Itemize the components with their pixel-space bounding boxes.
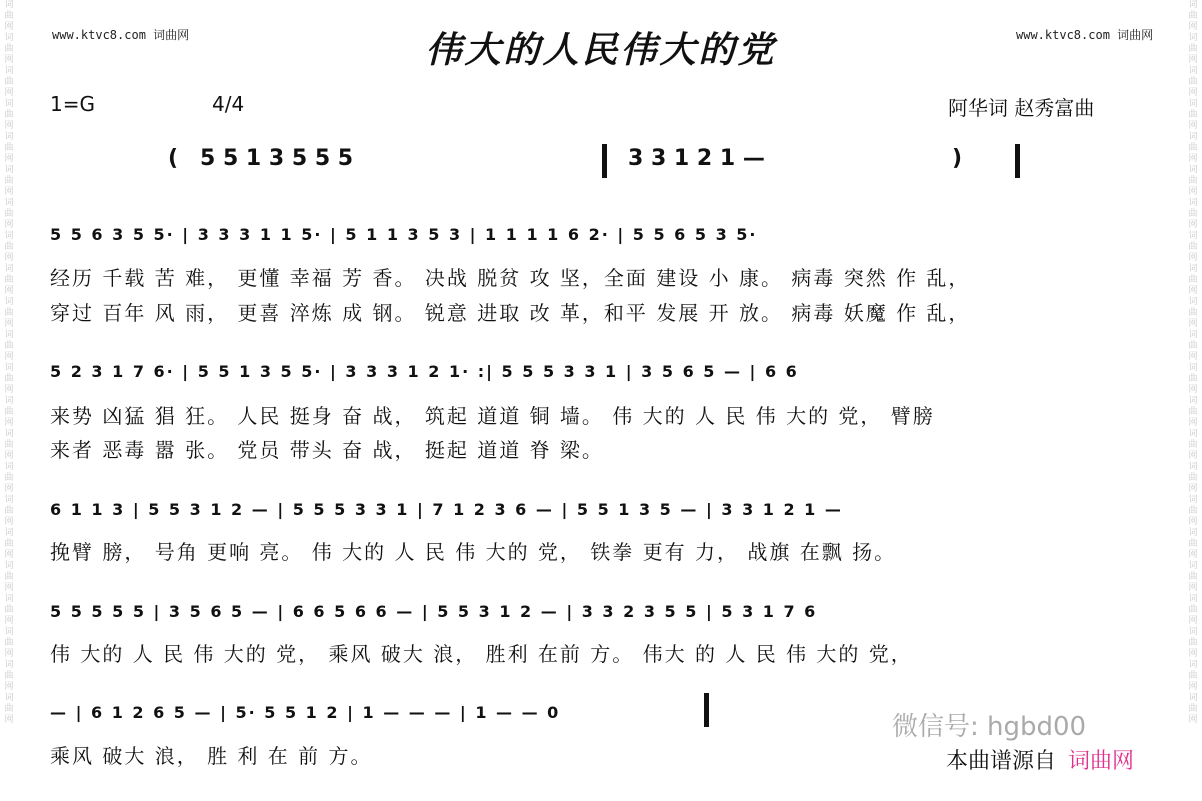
source-site-link[interactable]: 词曲网 (1068, 749, 1135, 774)
song-title: 伟大的人民伟大的党 (425, 29, 777, 71)
notation-notes: 5 2 3 1 7 6· | 5 5 1 3 5 5· | 3 3 3 1 2 1· :| 5 5 5 3 3 1 | 3 5 6 5 — | 6 6 (50, 362, 799, 381)
site-link-right[interactable]: www.ktvc8.com 词曲网 (1016, 28, 1154, 42)
notation-notes: — | 6 1 2 6 5 — | 5· 5 5 1 2 | 1 — — — | 1 — — 0 (50, 703, 561, 722)
final-barline (704, 693, 709, 727)
lyrics-row-3: 挽臂 膀， 号角 更响 亮。 伟 大的 人 民 伟 大的 党， 铁拳 更有 力， 战旗 在飘 扬。 (50, 540, 897, 564)
notation-row-3 (50, 490, 1130, 530)
site-link-left[interactable]: www.ktvc8.com 词曲网 (52, 28, 190, 42)
intro-measure-2: 3 3 1 2 1 — (628, 146, 765, 171)
lyrics-row-2-verse-1: 来势 凶猛 猖 狂。 人民 挺身 奋 战， 筑起 道道 铜 墙。 伟 大的 人 民 伟 大的 党， 臂膀 (50, 404, 935, 428)
lyrics-row-1-verse-1: 经历 千载 苦 难， 更懂 幸福 芳 香。 决战 脱贫 攻 坚，全面 建设 小 康。 病毒 突然 作 乱， (50, 266, 971, 290)
intro-end-barline (1015, 144, 1020, 178)
notation-notes: 6 1 1 3 | 5 5 3 1 2 — | 5 5 5 3 3 1 | 7 1 2 3 6 — | 5 5 1 3 5 — | 3 3 1 2 1 — (50, 500, 843, 519)
lyrics-row-1-verse-2: 穿过 百年 风 雨， 更喜 淬炼 成 钢。 锐意 进取 改 革，和平 发展 开 放。 病毒 妖魔 作 乱， (50, 301, 971, 325)
notation-notes: 5 5 6 3 5 5· | 3 3 3 1 1 5· | 5 1 1 3 5 3 | 1 1 1 1 6 2· | 5 5 6 5 3 5· (50, 225, 758, 244)
lyrics-row-4: 伟 大的 人 民 伟 大的 党， 乘风 破大 浪， 胜利 在前 方。 伟大 的 人 民 伟 大的 党， (50, 642, 913, 666)
wechat-watermark: 微信号: hgbd00 (892, 712, 1087, 742)
notation-row-2 (50, 352, 1130, 392)
intro-measure-1: 5 5 1 3 5 5 5 (200, 146, 354, 171)
side-watermark-left: 词曲网词曲网词曲网词曲网词曲网词曲网词曲网词曲网词曲网词曲网词曲网词曲网词曲网词曲网词曲网词曲网词曲网词曲网词曲网词曲网词曲网词曲网 (4, 0, 14, 725)
intro-open-paren: ( (168, 146, 179, 171)
credits: 阿华词 赵秀富曲 (948, 96, 1095, 120)
intro-barline (602, 144, 607, 178)
intro-measures (160, 138, 1060, 182)
source-credit (946, 744, 1134, 775)
notation-row-4 (50, 592, 1130, 632)
lyrics-row-5: 乘风 破大 浪， 胜 利 在 前 方。 (50, 744, 373, 768)
notation-row-1 (50, 215, 1130, 255)
source-label: 本曲谱源自 (946, 749, 1057, 774)
notation-notes: 5 5 5 5 5 | 3 5 6 5 — | 6 6 5 6 6 — | 5 5 3 1 2 — | 3 3 2 3 5 5 | 5 3 1 7 6 (50, 602, 818, 621)
side-watermark-right: 词曲网词曲网词曲网词曲网词曲网词曲网词曲网词曲网词曲网词曲网词曲网词曲网词曲网词曲网词曲网词曲网词曲网词曲网词曲网词曲网词曲网词曲网 (1188, 0, 1198, 725)
lyrics-row-2-verse-2: 来者 恶毒 嚣 张。 党员 带头 奋 战， 挺起 道道 脊 梁。 (50, 438, 604, 462)
time-signature: 4/4 (212, 92, 245, 116)
intro-close-paren: ) (952, 146, 963, 171)
key-signature: 1=G (50, 92, 95, 116)
